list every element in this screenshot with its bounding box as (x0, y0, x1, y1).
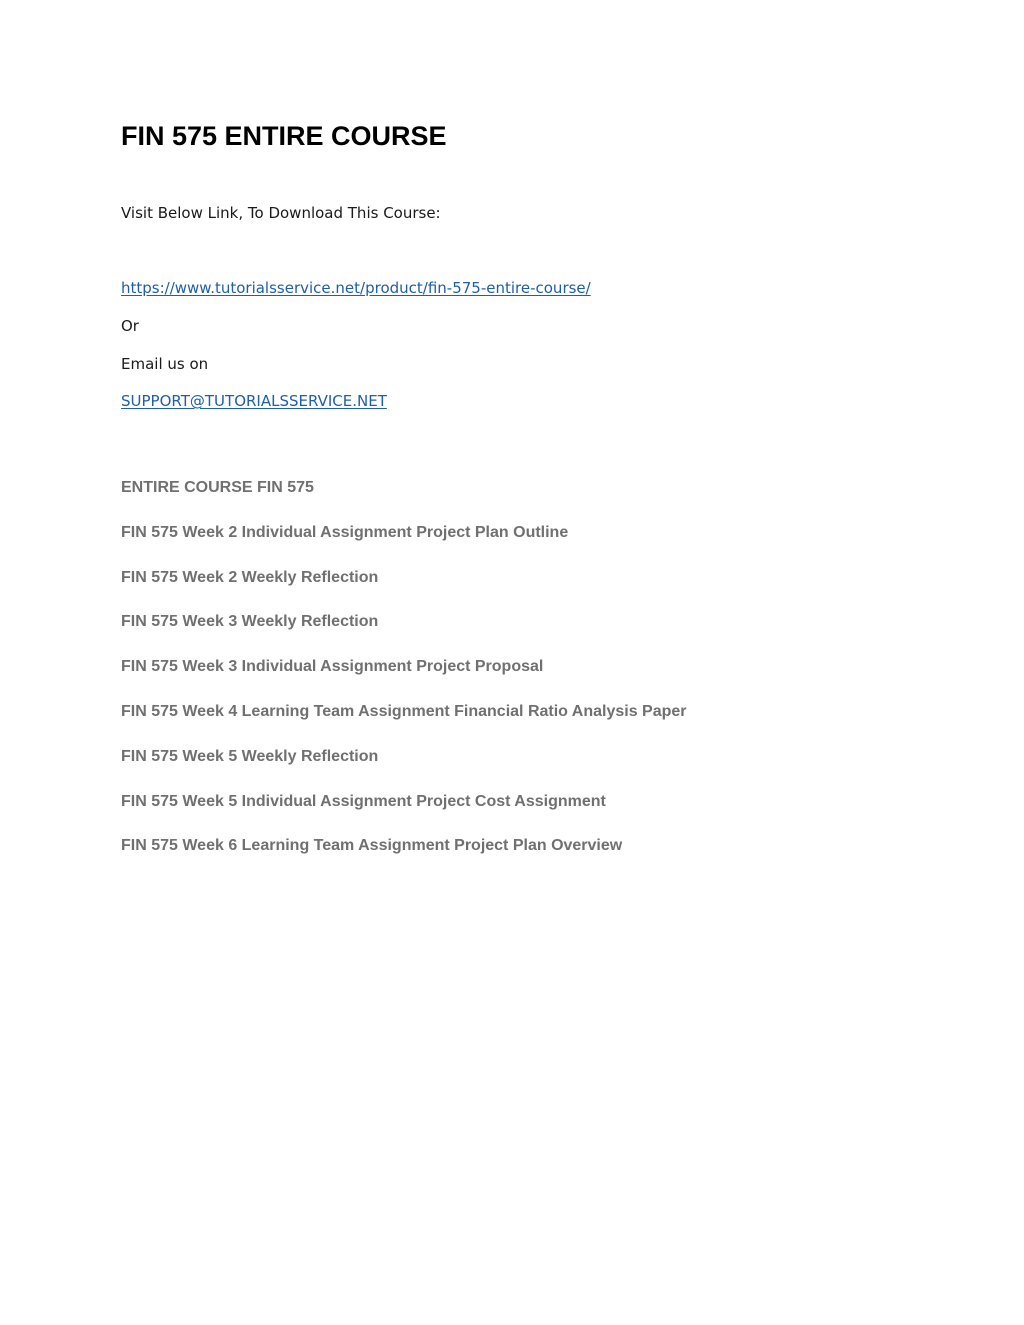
list-item: FIN 575 Week 5 Weekly Reflection (121, 747, 379, 765)
list-item: FIN 575 Week 2 Individual Assignment Project Plan Outline (121, 523, 569, 541)
list-item: FIN 575 Week 5 Individual Assignment Project Cost Assignment (121, 792, 606, 810)
email-label: Email us on (121, 355, 209, 373)
list-item: FIN 575 Week 3 Weekly Reflection (121, 613, 379, 631)
course-item-list (121, 478, 687, 881)
page-title: FIN 575 ENTIRE COURSE (121, 121, 447, 151)
product-link[interactable]: https://www.tutorialsservice.net/product/fin-575-entire-course/ (121, 279, 591, 297)
list-item: FIN 575 Week 4 Learning Team Assignment Financial Ratio Analysis Paper (121, 702, 687, 720)
email-link-line (121, 391, 387, 411)
download-instruction: Visit Below Link, To Download This Course: (121, 204, 441, 222)
course-list-heading: ENTIRE COURSE FIN 575 (121, 479, 314, 496)
list-item: FIN 575 Week 3 Individual Assignment Project Proposal (121, 658, 544, 676)
product-link-line (121, 278, 591, 298)
list-item: FIN 575 Week 2 Weekly Reflection (121, 568, 379, 586)
support-email-link[interactable]: SUPPORT@TUTORIALSSERVICE.NET (121, 392, 387, 410)
list-item: FIN 575 Week 6 Learning Team Assignment Project Plan Overview (121, 837, 623, 855)
or-text: Or (121, 317, 139, 335)
